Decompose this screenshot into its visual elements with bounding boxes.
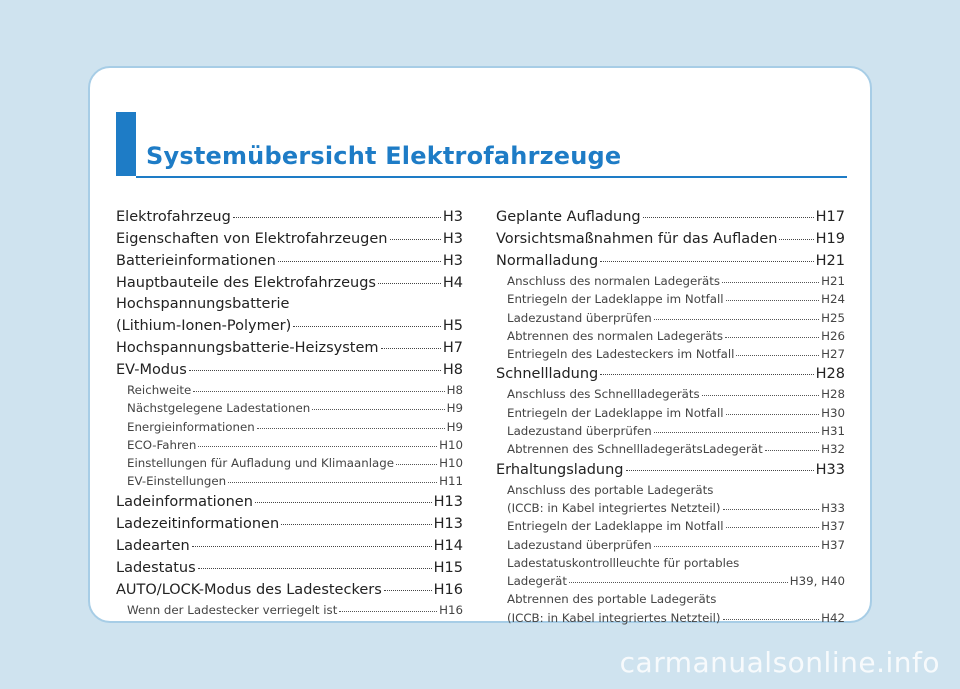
toc-page-number: H27 xyxy=(821,347,845,362)
toc-entry[interactable] xyxy=(496,206,845,228)
toc-page-number: H3 xyxy=(442,209,463,225)
toc-entry[interactable] xyxy=(496,404,845,422)
toc-dot-leader xyxy=(228,482,437,483)
toc-dot-leader xyxy=(233,217,441,218)
toc-entry-title: Hauptbauteile des Elektrofahrzeugs xyxy=(116,275,376,291)
toc-entry-title: Ladezustand überprüfen xyxy=(507,537,652,552)
toc-entry-row xyxy=(116,206,463,228)
toc-entry-title-line: Ladestatuskontrollleuchte für portables xyxy=(507,555,740,570)
toc-entry[interactable] xyxy=(496,422,845,440)
toc-dot-leader xyxy=(725,337,819,338)
toc-page-number: H17 xyxy=(815,209,845,225)
toc-entry-row xyxy=(496,363,845,385)
toc-entry-title: Abtrennen des normalen Ladegeräts xyxy=(507,328,724,343)
toc-page-number: H37 xyxy=(821,519,845,534)
toc-entry[interactable] xyxy=(496,327,845,345)
toc-entry-row xyxy=(496,609,845,627)
toc-page-number: H39, H40 xyxy=(789,574,845,589)
toc-page-number: H16 xyxy=(439,602,463,617)
toc-entry[interactable] xyxy=(116,454,463,472)
toc-entry-title: Ladezeitinformationen xyxy=(116,515,280,532)
toc-dot-leader xyxy=(384,590,432,591)
toc-entry-row xyxy=(116,535,463,557)
toc-page-number: H4 xyxy=(442,275,463,291)
toc-entry-title: Anschluss des normalen Ladegeräts xyxy=(507,274,721,288)
toc-dot-leader xyxy=(726,300,820,301)
toc-entry[interactable] xyxy=(116,535,463,557)
toc-entry-row xyxy=(116,337,463,359)
toc-page-number: H21 xyxy=(821,274,845,288)
toc-entry-title: Ladezustand überprüfen xyxy=(507,424,652,439)
toc-entry-row xyxy=(116,315,463,337)
toc-entry[interactable] xyxy=(496,440,845,458)
toc-entry-title: Ladestatus xyxy=(116,559,196,576)
toc-entry-row xyxy=(116,557,463,579)
toc-entry-row xyxy=(496,250,845,272)
toc-dot-leader xyxy=(654,319,819,320)
toc-entry-title: Elektrofahrzeug xyxy=(116,209,231,225)
toc-entry-title: ECO-Fahren xyxy=(127,437,197,452)
toc-page-number: H21 xyxy=(815,253,845,269)
toc-dot-leader xyxy=(396,464,437,465)
toc-entry-title: Reichweite xyxy=(127,383,192,397)
toc-page-number: H26 xyxy=(821,328,845,343)
toc-entry[interactable] xyxy=(496,536,845,554)
toc-entry[interactable] xyxy=(496,228,845,250)
toc-dot-leader xyxy=(278,261,441,262)
toc-entry[interactable] xyxy=(116,228,463,250)
toc-page-number: H9 xyxy=(446,401,463,416)
toc-page-number: H9 xyxy=(446,419,463,434)
toc-dot-leader xyxy=(765,450,819,451)
toc-entry-title: Anschluss des Schnellladegeräts xyxy=(507,387,700,402)
toc-entry-row xyxy=(116,250,463,272)
toc-entry-title: Normalladung xyxy=(496,253,599,269)
toc-entry-row xyxy=(496,385,845,403)
toc-entry[interactable] xyxy=(496,590,845,627)
toc-entry[interactable] xyxy=(496,345,845,363)
toc-entry-title: Entriegeln der Ladeklappe im Notfall xyxy=(507,519,724,534)
toc-entry-title: Erhaltungsladung xyxy=(496,461,624,478)
toc-dot-leader xyxy=(390,239,441,240)
toc-entry[interactable] xyxy=(496,290,845,308)
toc-entry[interactable] xyxy=(116,491,463,513)
toc-entry-title: Wenn der Ladestecker verriegelt ist xyxy=(127,602,338,617)
toc-entry-title: Energieinformationen xyxy=(127,419,255,434)
toc-page-number: H16 xyxy=(433,581,463,598)
toc-entry[interactable] xyxy=(496,309,845,327)
toc-page-number: H8 xyxy=(446,383,463,397)
toc-page-number: H3 xyxy=(442,253,463,269)
toc-entry-row xyxy=(496,422,845,440)
toc-dot-leader xyxy=(600,261,813,262)
toc-dot-leader xyxy=(378,283,441,284)
toc-dot-leader xyxy=(381,348,441,349)
toc-entry-row xyxy=(116,399,463,417)
toc-dot-leader xyxy=(723,509,820,510)
toc-entry-row xyxy=(116,579,463,601)
toc-entry[interactable] xyxy=(496,459,845,481)
toc-entry[interactable] xyxy=(496,363,845,385)
toc-entry-row xyxy=(496,440,845,458)
toc-entry-row xyxy=(116,418,463,436)
toc-entry-title: EV-Modus xyxy=(116,362,187,378)
toc-left-column xyxy=(116,206,463,619)
toc-entry-row xyxy=(496,206,845,228)
toc-dot-leader xyxy=(189,370,441,371)
toc-dot-leader xyxy=(281,524,432,525)
toc-page-number: H10 xyxy=(439,456,463,471)
toc-dot-leader xyxy=(702,395,819,396)
toc-entry[interactable] xyxy=(496,250,845,272)
toc-entry-title: Batterieinformationen xyxy=(116,253,276,269)
toc-page-number: H42 xyxy=(821,610,845,625)
toc-entry-row xyxy=(496,309,845,327)
toc-page-number: H13 xyxy=(433,493,463,510)
toc-entry-row xyxy=(116,454,463,472)
toc-dot-leader xyxy=(654,546,819,547)
toc-entry-row xyxy=(116,228,463,250)
toc-entry[interactable] xyxy=(116,472,463,490)
toc-page-number: H13 xyxy=(433,515,463,532)
toc-entry[interactable] xyxy=(496,517,845,535)
toc-page-number: H15 xyxy=(433,559,463,576)
toc-entry-title: Ladearten xyxy=(116,537,190,554)
toc-entry-title: Entriegeln des Ladesteckers im Notfall xyxy=(507,347,735,362)
toc-dot-leader xyxy=(779,239,813,240)
toc-dot-leader xyxy=(198,568,432,569)
toc-dot-leader xyxy=(193,391,444,392)
toc-entry-row xyxy=(116,601,463,619)
toc-entry-title: Ladegerät xyxy=(507,574,567,589)
toc-page-number: H8 xyxy=(442,362,463,378)
toc-page-number: H37 xyxy=(821,537,845,552)
toc-page-number: H5 xyxy=(442,318,463,334)
page-title: Systemübersicht Elektrofahrzeuge xyxy=(146,142,622,170)
toc-entry-row xyxy=(496,572,845,590)
toc-dot-leader xyxy=(293,326,441,327)
toc-entry-title: Eigenschaften von Elektrofahrzeugen xyxy=(116,231,388,247)
toc-entry[interactable] xyxy=(116,601,463,619)
toc-dot-leader xyxy=(257,428,445,429)
toc-dot-leader xyxy=(626,470,814,471)
toc-dot-leader xyxy=(643,217,814,218)
toc-entry-title: Vorsichtsmaßnahmen für das Aufladen xyxy=(496,231,778,247)
toc-dot-leader xyxy=(339,611,437,612)
toc-dot-leader xyxy=(723,619,820,620)
toc-page-number: H33 xyxy=(815,461,845,478)
toc-entry-row xyxy=(496,536,845,554)
toc-page-number: H32 xyxy=(821,442,845,457)
toc-entry-title: Geplante Aufladung xyxy=(496,209,641,225)
toc-entry-row xyxy=(496,499,845,517)
toc-entry-row xyxy=(496,290,845,308)
toc-entry-row xyxy=(116,359,463,381)
toc-entry-row xyxy=(496,459,845,481)
toc-dot-leader xyxy=(198,446,437,447)
toc-page-number: H24 xyxy=(821,292,845,307)
toc-page-number: H31 xyxy=(821,424,845,439)
toc-entry-row xyxy=(116,513,463,535)
toc-entry-row xyxy=(496,404,845,422)
toc-entry[interactable] xyxy=(116,579,463,601)
toc-entry-row xyxy=(496,517,845,535)
toc-entry-row xyxy=(116,472,463,490)
toc-page-number: H25 xyxy=(821,310,845,325)
toc-dot-leader xyxy=(654,432,819,433)
toc-entry-title: Ladezustand überprüfen xyxy=(507,310,652,325)
toc-entry[interactable] xyxy=(116,436,463,454)
toc-entry[interactable] xyxy=(496,481,845,518)
toc-entry[interactable] xyxy=(116,272,463,294)
toc-page-number: H11 xyxy=(439,474,463,489)
toc-entry-title: Ladeinformationen xyxy=(116,493,253,510)
toc-entry-title: Einstellungen für Aufladung und Klimaanlage xyxy=(127,456,394,471)
toc-entry[interactable] xyxy=(116,359,463,381)
toc-entry[interactable] xyxy=(116,418,463,436)
toc-page-number: H33 xyxy=(821,500,845,515)
toc-entry-title: Schnellladung xyxy=(496,366,599,383)
toc-entry-title-line: Anschluss des portable Ladegeräts xyxy=(507,482,714,497)
toc-dot-leader xyxy=(312,409,444,410)
watermark: carmanualsonline.info xyxy=(619,646,940,679)
toc-entry[interactable] xyxy=(116,294,463,337)
toc-dot-leader xyxy=(726,527,820,528)
toc-entry-title-line: Abtrennen des portable Ladegeräts xyxy=(507,592,717,607)
toc-entry-row xyxy=(496,327,845,345)
toc-entry-title: Entriegeln der Ladeklappe im Notfall xyxy=(507,405,724,420)
toc-dot-leader xyxy=(569,582,788,583)
toc-entry-title: EV-Einstellungen xyxy=(127,474,227,489)
toc-entry-row xyxy=(116,381,463,399)
toc-entry-title: Nächstgelegene Ladestationen xyxy=(127,401,311,416)
toc-entry-title: Hochspannungsbatterie-Heizsystem xyxy=(116,340,379,356)
toc-entry-row xyxy=(116,272,463,294)
title-underline xyxy=(136,176,847,178)
toc-dot-leader xyxy=(722,282,819,283)
toc-page-number: H28 xyxy=(821,387,845,402)
toc-entry-row xyxy=(496,228,845,250)
toc-page-number: H3 xyxy=(442,231,463,247)
toc-page-number: H7 xyxy=(442,340,463,356)
toc-entry-row xyxy=(496,272,845,290)
toc-entry-row xyxy=(116,436,463,454)
toc-entry-title: (ICCB: in Kabel integriertes Netzteil) xyxy=(507,610,721,625)
toc-entry[interactable] xyxy=(116,557,463,579)
toc-entry-row xyxy=(496,345,845,363)
toc-entry-title: (Lithium-Ionen-Polymer) xyxy=(116,318,292,334)
toc-dot-leader xyxy=(600,374,813,375)
toc-dot-leader xyxy=(726,414,820,415)
toc-entry[interactable] xyxy=(116,381,463,399)
toc-page-number: H10 xyxy=(439,437,463,452)
toc-entry-title: Entriegeln der Ladeklappe im Notfall xyxy=(507,292,724,307)
toc-page-number: H14 xyxy=(433,537,463,554)
toc-entry[interactable] xyxy=(496,554,845,591)
toc-entry[interactable] xyxy=(116,513,463,535)
toc-entry-title: Abtrennen des SchnellladegerätsLadegerät xyxy=(507,442,763,457)
toc-right-column xyxy=(496,206,845,627)
toc-entry[interactable] xyxy=(116,337,463,359)
title-accent-bar xyxy=(116,112,136,176)
toc-entry-row xyxy=(116,491,463,513)
toc-page-number: H28 xyxy=(815,366,845,383)
toc-entry-title: AUTO/LOCK-Modus des Ladesteckers xyxy=(116,581,382,598)
toc-dot-leader xyxy=(192,546,432,547)
toc-entry-title: (ICCB: in Kabel integriertes Netzteil) xyxy=(507,500,721,515)
toc-entry[interactable] xyxy=(116,250,463,272)
toc-entry[interactable] xyxy=(116,399,463,417)
toc-entry[interactable] xyxy=(496,272,845,290)
toc-dot-leader xyxy=(255,502,432,503)
toc-page-number: H30 xyxy=(821,405,845,420)
toc-entry[interactable] xyxy=(496,385,845,403)
toc-entry-title-line: Hochspannungsbatterie xyxy=(116,296,290,312)
toc-page-number: H19 xyxy=(815,231,845,247)
toc-dot-leader xyxy=(736,355,819,356)
toc-entry[interactable] xyxy=(116,206,463,228)
